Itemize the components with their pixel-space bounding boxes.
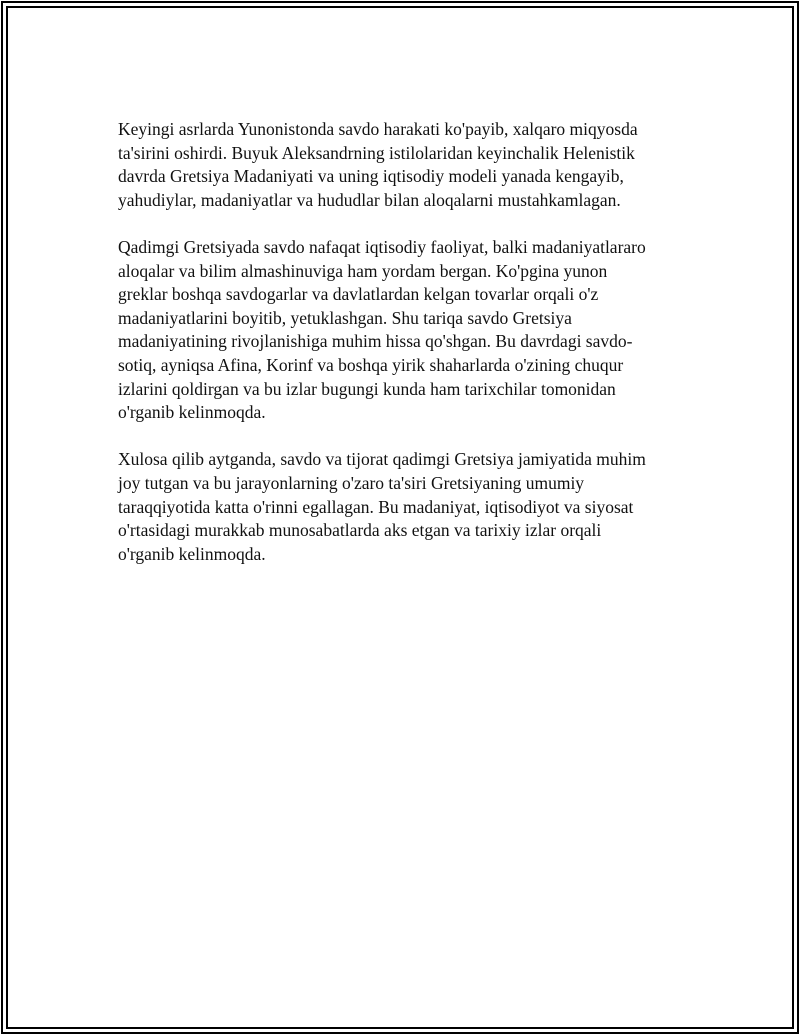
text-line: madaniyatlarini boyitib, yetuklashgan. Shu tariqa savdo Gretsiya bbox=[118, 307, 572, 328]
text-line: Keyingi asrlarda Yunonistonda savdo harakati ko'payib, xalqaro miqyosda bbox=[118, 119, 638, 139]
document-body bbox=[118, 118, 682, 590]
text-line: joy tutgan va bu jarayonlarning o'zaro ta'siri Gretsiyaning umumiy bbox=[118, 472, 585, 493]
text-line: greklar boshqa savdogarlar va davlatlardan kelgan tovarlar orqali o'z bbox=[118, 284, 599, 305]
paragraph-1 bbox=[118, 118, 682, 212]
text-line: o'rganib kelinmoqda. bbox=[118, 543, 266, 564]
text-line: ta'sirini oshirdi. Buyuk Aleksandrning istilolaridan keyinchalik Helenistik bbox=[118, 142, 635, 163]
text-line: madaniyatining rivojlanishiga muhim hissa qo'shgan. Bu davrdagi savdo- bbox=[118, 331, 633, 352]
text-line: davrda Gretsiya Madaniyati va uning iqtisodiy modeli yanada kengayib, bbox=[118, 166, 624, 187]
text-line: Qadimgi Gretsiyada savdo nafaqat iqtisodiy faoliyat, balki madaniyatlararo bbox=[118, 236, 646, 257]
text-line: taraqqiyotida katta o'rinni egallagan. Bu madaniyat, iqtisodiyot va siyosat bbox=[118, 496, 634, 517]
text-line: Xulosa qilib aytganda, savdo va tijorat qadimgi Gretsiya jamiyatida muhim bbox=[118, 449, 646, 470]
text-line: o'rganib kelinmoqda. bbox=[118, 402, 266, 423]
paragraph-2 bbox=[118, 236, 682, 425]
paragraph-3 bbox=[118, 448, 682, 566]
text-line: izlarini qoldirgan va bu izlar bugungi kunda ham tarixchilar tomonidan bbox=[118, 378, 616, 399]
text-line: aloqalar va bilim almashinuviga ham yordam bergan. Ko'pgina yunon bbox=[118, 260, 608, 281]
text-line: sotiq, ayniqsa Afina, Korinf va boshqa yirik shaharlarda o'zining chuqur bbox=[118, 354, 624, 375]
text-line: yahudiylar, madaniyatlar va hududlar bilan aloqalarni mustahkamlagan. bbox=[118, 189, 621, 210]
text-line: o'rtasidagi murakkab munosabatlarda aks etgan va tarixiy izlar orqali bbox=[118, 520, 602, 541]
